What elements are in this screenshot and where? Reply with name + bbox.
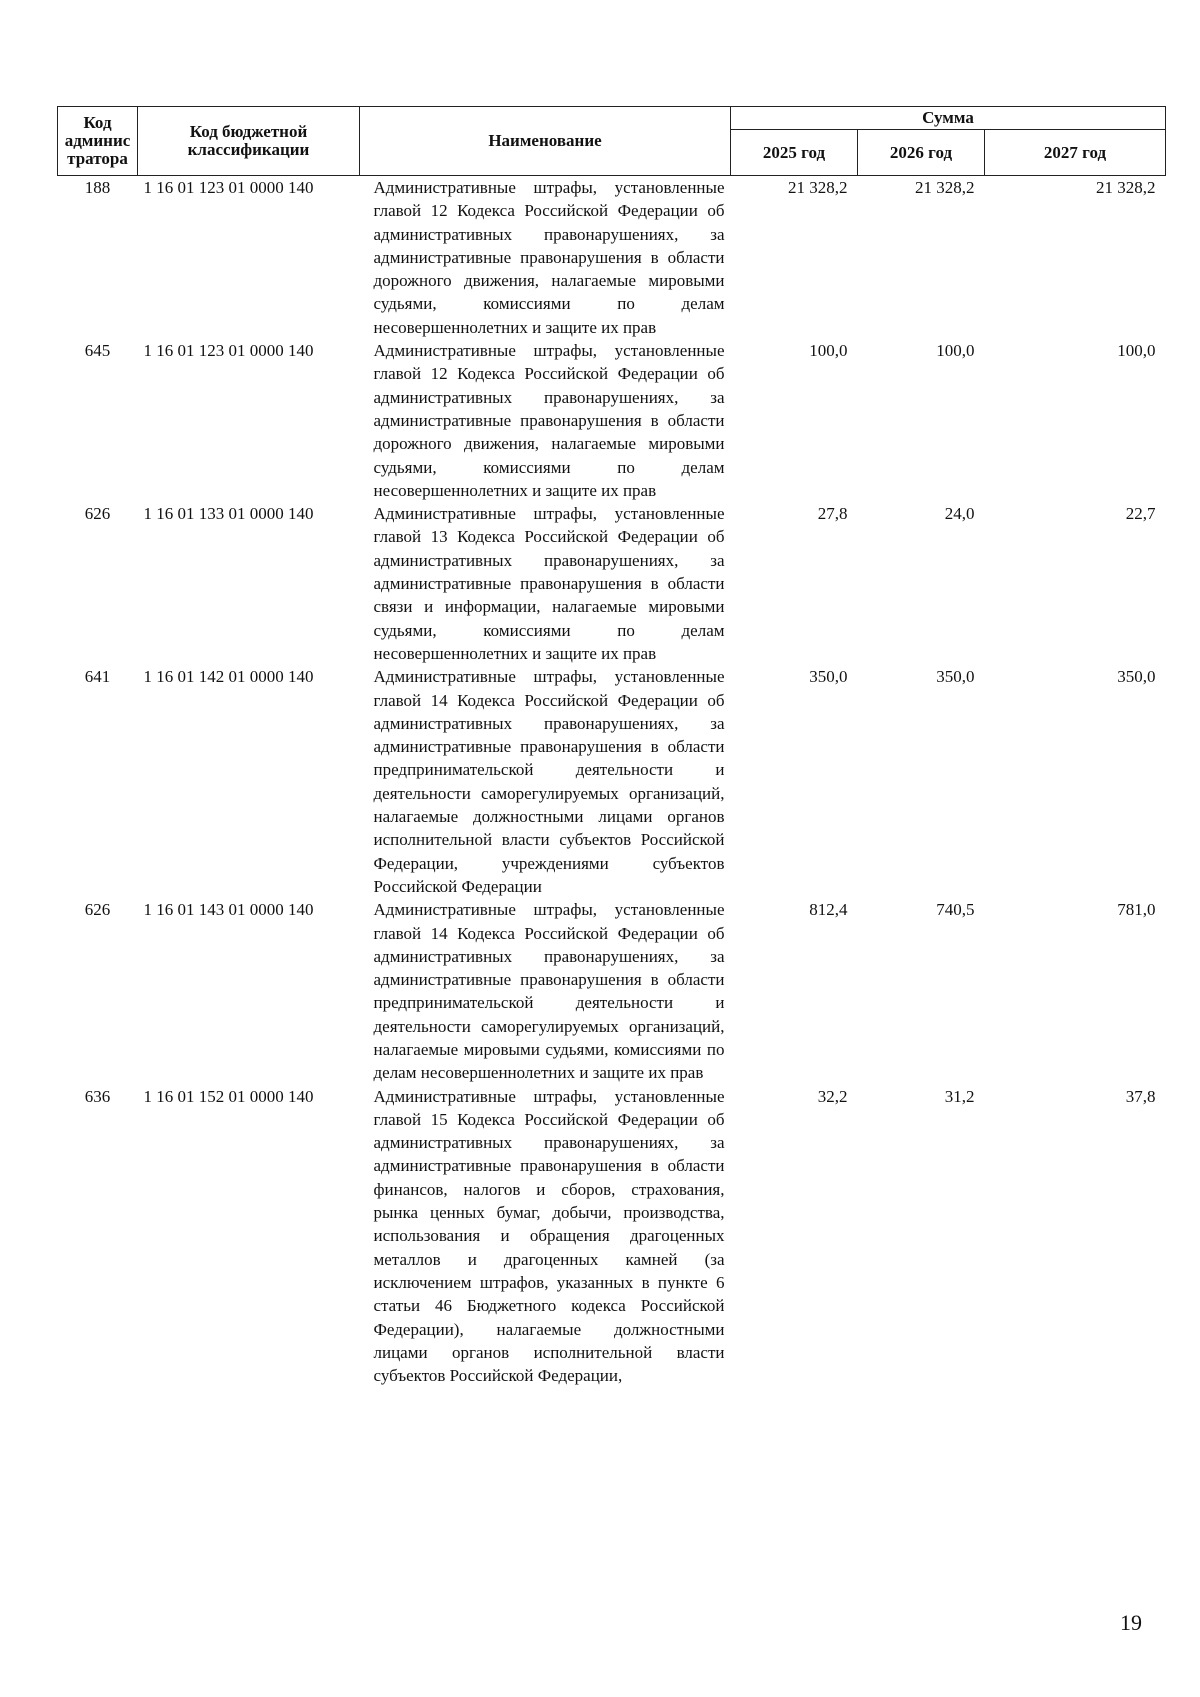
amount-2025-cell: 812,4 — [809, 900, 848, 920]
name-cell: Административные штрафы, установленные главой 14 Кодекса Российской Федерации об административных правонарушениях, за административные правонарушения в области предпринимательской деятельности и деятельности саморегулируемых организаций, налагаемые должностными лицами органов исполнительной власти субъектов Российской Федерации, учреждениями субъектов Российской Федерации — [373, 667, 725, 896]
table-row — [58, 898, 1166, 1084]
header-kbk: Код бюджетной классификации — [138, 107, 360, 176]
name-cell: Административные штрафы, установленные главой 13 Кодекса Российской Федерации об административных правонарушениях, за административные правонарушения в области связи и информации, налагаемые мировыми судьями, комиссиями по делам несовершеннолетних и защите их прав — [373, 504, 725, 663]
amount-2027-cell: 350,0 — [1117, 667, 1156, 687]
amount-2027-cell: 37,8 — [1125, 1086, 1156, 1106]
table-row — [58, 176, 1166, 340]
header-admin-code: Код админис тратора — [58, 107, 138, 176]
admin-code-cell: 626 — [84, 900, 111, 920]
name-cell: Административные штрафы, установленные главой 12 Кодекса Российской Федерации об административных правонарушениях, за административные правонарушения в области дорожного движения, налагаемые мировыми судьями, комиссиями по делам несовершеннолетних и защите их прав — [373, 341, 725, 500]
header-year-2026: 2026 год — [858, 130, 985, 176]
name-cell: Административные штрафы, установленные главой 14 Кодекса Российской Федерации об административных правонарушениях, за административные правонарушения в области предпринимательской деятельности и деятельности саморегулируемых организаций, налагаемые мировыми судьями, комиссиями по делам несовершеннолетних и защите их прав — [373, 900, 725, 1083]
header-name: Наименование — [360, 107, 731, 176]
table-row — [58, 339, 1166, 502]
name-cell: Административные штрафы, установленные главой 15 Кодекса Российской Федерации об административных правонарушениях, за административные правонарушения в области финансов, налогов и сборов, страхования, рынка ценных бумаг, добычи, производства, использования и обращения драгоценных металлов и драгоценных камней (за исключением штрафов, указанных в пункте 6 статьи 46 Бюджетного кодекса Российской Федерации), налагаемые должностными лицами органов исполнительной власти субъектов Российской Федерации, — [373, 1086, 725, 1386]
admin-code-cell: 626 — [84, 504, 111, 524]
budget-revenue-table — [57, 106, 1166, 1387]
amount-2027-cell: 781,0 — [1117, 900, 1156, 920]
amount-2027-cell: 100,0 — [1117, 341, 1156, 361]
amount-2026-cell: 740,5 — [936, 900, 975, 920]
amount-2026-cell: 21 328,2 — [915, 178, 975, 197]
table-row — [58, 665, 1166, 898]
amount-2026-cell: 100,0 — [936, 341, 975, 361]
kbk-cell: 1 16 01 133 01 0000 140 — [143, 504, 314, 524]
admin-code-cell: 636 — [84, 1086, 111, 1106]
header-sum: Сумма — [731, 107, 1166, 130]
table-row — [58, 1085, 1166, 1388]
header-year-2025: 2025 год — [731, 130, 858, 176]
amount-2025-cell: 32,2 — [817, 1086, 848, 1106]
admin-code-cell: 641 — [84, 667, 111, 687]
table-row — [58, 502, 1166, 665]
kbk-cell: 1 16 01 143 01 0000 140 — [143, 900, 314, 920]
amount-2026-cell: 350,0 — [936, 667, 975, 687]
kbk-cell: 1 16 01 123 01 0000 140 — [143, 341, 314, 361]
amount-2026-cell: 31,2 — [944, 1086, 975, 1106]
amount-2025-cell: 350,0 — [809, 667, 848, 687]
admin-code-cell: 645 — [84, 341, 111, 361]
name-cell: Административные штрафы, установленные главой 12 Кодекса Российской Федерации об административных правонарушениях, за административные правонарушения в области дорожного движения, налагаемые мировыми судьями, комиссиями по делам несовершеннолетних и защите их прав — [373, 178, 725, 337]
page-number: 19 — [1120, 1610, 1142, 1635]
amount-2025-cell: 21 328,2 — [788, 178, 848, 197]
amount-2025-cell: 100,0 — [809, 341, 848, 361]
amount-2027-cell: 22,7 — [1125, 504, 1156, 524]
kbk-cell: 1 16 01 142 01 0000 140 — [143, 667, 314, 687]
kbk-cell: 1 16 01 123 01 0000 140 — [143, 178, 314, 197]
admin-code-cell: 188 — [84, 178, 111, 197]
amount-2026-cell: 24,0 — [944, 504, 975, 524]
amount-2025-cell: 27,8 — [817, 504, 848, 524]
header-year-2027: 2027 год — [985, 130, 1166, 176]
amount-2027-cell: 21 328,2 — [1096, 178, 1156, 197]
kbk-cell: 1 16 01 152 01 0000 140 — [143, 1086, 314, 1106]
